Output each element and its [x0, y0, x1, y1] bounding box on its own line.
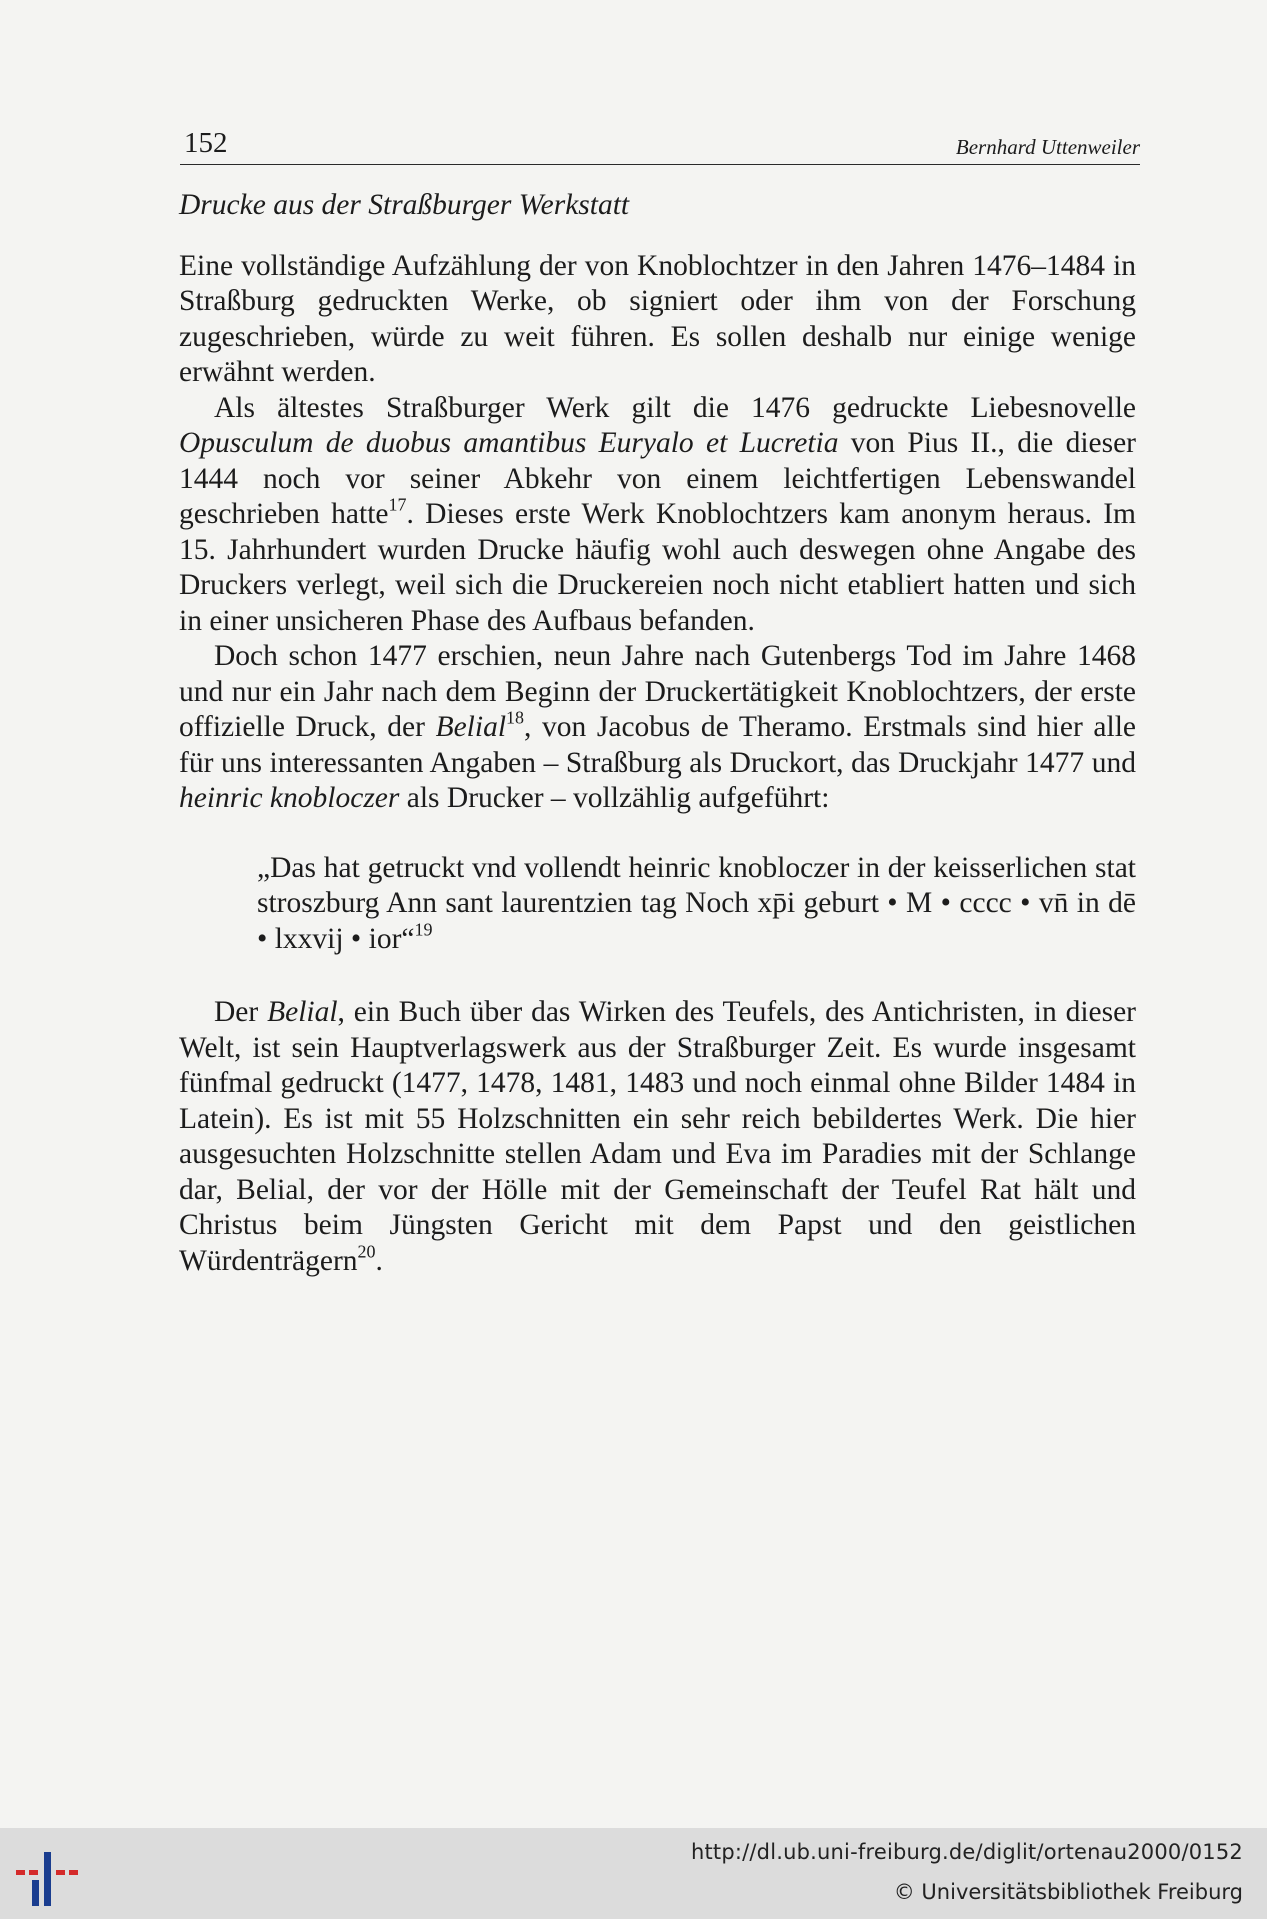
- quote-text: „Das hat getruckt vnd vollendt heinric knobloczer in der keisserlichen stat stroszburg Ann sant laurentzien tag Noch xp̄i geburt • M • cccc • vn̄ in dē • lxxvij • ior“: [257, 851, 1136, 955]
- paragraph-text: als Drucker – vollzählig aufgeführt:: [406, 782, 830, 814]
- paragraph-text: , ein Buch über das Wirken des Teufels, des Antichristen, in dieser Welt, ist sein Hauptverlagswerk aus der Straßburger Zeit. Es wurde insgesamt fünfmal gedruckt (1477, 1478, 1481, 1483 und noch einmal ohne Bilder 1484 in Latein). Es ist mit 55 Holzschnitten ein sehr reich bebildertes Werk. Die hier ausgesuchten Holzschnitte stellen Adam und Eva im Paradies mit der Schlange dar, Belial, der vor der Hölle mit der Gemeinschaft der Teufel Rat hält und Christus beim Jüngsten Gericht mit dem Papst und den geistlichen Würdenträgern: [179, 996, 1136, 1277]
- footnote-marker: 20: [357, 1240, 376, 1261]
- section-title: Drucke aus der Straßburger Werkstatt: [179, 189, 630, 221]
- source-url-link[interactable]: http://dl.ub.uni-freiburg.de/diglit/ortenau2000/0152: [690, 1840, 1243, 1864]
- paragraph-text: Der: [214, 996, 259, 1028]
- paragraph-1: [179, 249, 1136, 391]
- block-quote: [257, 851, 1136, 958]
- printer-name: heinric knobloczer: [179, 782, 400, 814]
- work-title: Opusculum de duobus amantibus Euryalo et Lucretia: [179, 427, 839, 459]
- work-title: Belial: [435, 711, 507, 743]
- paragraph-text: . Dieses erste Werk Knoblochtzers kam anonym heraus. Im 15. Jahrhundert wurden Drucke häufig wohl auch deswegen ohne Angabe des Druckers verlegt, weil sich die Druckereien noch nicht etabliert hatten und sich in einer unsicheren Phase des Aufbaus befanden.: [179, 498, 1136, 637]
- page-number: 152: [184, 127, 228, 159]
- running-head: Bernhard Uttenweiler: [955, 135, 1140, 159]
- paragraph-text: , von Jacobus de Theramo. Erstmals sind hier alle für uns interessanten Angaben – Straßburg als Druckort, das Druckjahr 1477 und: [179, 711, 1136, 779]
- footnote-marker: 18: [506, 707, 525, 728]
- page-footer: [0, 1828, 1267, 1919]
- paragraph-2: [179, 391, 1136, 640]
- ub-freiburg-logo-icon: [14, 1840, 84, 1910]
- paragraph-text: Als ältestes Straßburger Werk gilt die 1476 gedruckte Liebesnovelle: [214, 391, 1136, 424]
- page-header: [180, 118, 1140, 165]
- paragraph-3: [179, 639, 1136, 817]
- paragraph-text: .: [375, 1244, 383, 1277]
- work-title: Belial: [267, 996, 338, 1028]
- footnote-marker: 17: [388, 494, 407, 515]
- paragraph-text: Doch schon 1477 erschien, neun Jahre nach Gutenbergs Tod im Jahre 1468 und nur ein Jahr nach dem Beginn der Druckertätigkeit Knoblochtzers, der erste offizielle Druck, der: [179, 640, 1136, 743]
- paragraph-4: [179, 995, 1136, 1279]
- page-body: [179, 188, 1136, 1279]
- copyright-notice: © Universitätsbibliothek Freiburg: [893, 1880, 1243, 1904]
- paragraph-text: von Pius II., die dieser 1444 noch vor seiner Abkehr von einem leichtfertigen Lebenswandel geschrieben hatte: [179, 427, 1137, 530]
- footnote-marker: 19: [414, 918, 433, 939]
- paragraph-text: Eine vollständige Aufzählung der von Knoblochtzer in den Jahren 1476–1484 in Straßburg gedruckten Werke, ob signiert oder ihm von der Forschung zugeschrieben, würde zu weit führen. Es sollen deshalb nur einige wenige erwähnt werden.: [179, 249, 1136, 388]
